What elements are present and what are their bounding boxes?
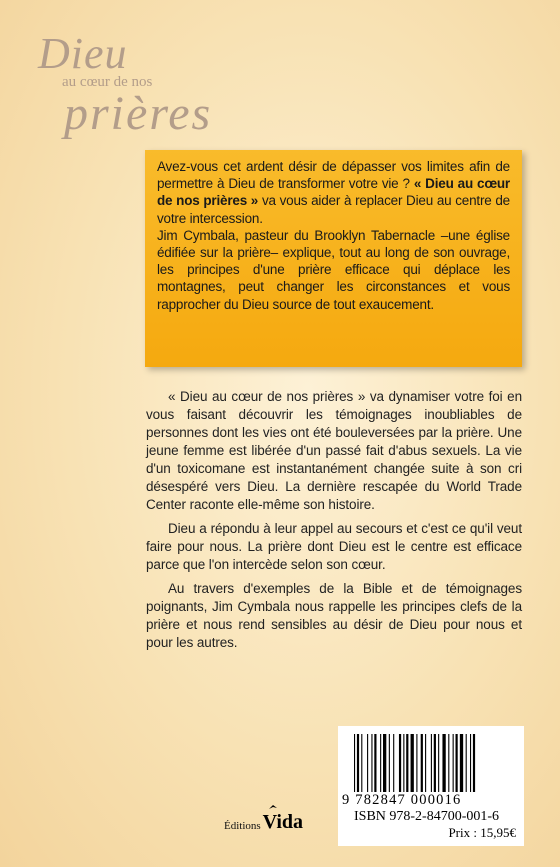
publisher-name: Vida (262, 811, 304, 833)
title-line-2: au cœur de nos (62, 74, 153, 90)
cover-title (20, 28, 220, 148)
back-cover-description (146, 388, 522, 658)
vida-bird-icon (269, 805, 277, 811)
barcode-digits: 9 782847 000016 (342, 792, 462, 808)
title-line-3: prières (64, 87, 213, 140)
body-paragraph-2: Dieu a répondu à leur appel au secours et c'est ce qu'il veut faire pour nous. La prière dont Dieu est le centre est efficace parce que l'on intercède selon son cœur. (146, 521, 522, 572)
intro-start: Avez-vous cet ardent désir de dépasser vos limites afin de permettre à Dieu de transformer votre vie ? (157, 159, 510, 192)
highlight-box (145, 150, 522, 367)
isbn-number: ISBN 978-2-84700-001-6 (354, 809, 500, 824)
publisher-name-wrap (263, 812, 303, 832)
body-paragraph-1: « Dieu au cœur de nos prières » va dynamiser votre foi en vous faisant découvrir les témoignages inoubliables de personnes dont les vies ont été bouleversées par la prière. Une jeune femme est libérée d'un passé fait d'abus sexuels. La vie d'un toxicomane est instantanément changée suite à son cri désespéré vers Dieu. La dernière rescapée du World Trade Center raconte elle-même son histoire. (146, 389, 522, 512)
price-label: Prix : 15,95€ (448, 825, 516, 840)
body-paragraph-3: Au travers d'exemples de la Bible et de témoignages poignants, Jim Cymbala nous rappelle les principes clefs de la prière et nous rend sensibles au désir de Dieu pour nous et pour les autres. (146, 581, 522, 650)
barcode-icon (352, 734, 516, 792)
highlight-intro (157, 158, 510, 227)
title-line-1: Dieu (38, 29, 128, 78)
publisher-prefix: Éditions (224, 820, 261, 832)
publisher-logo (224, 812, 303, 832)
author-text: Jim Cymbala, pasteur du Brooklyn Tabernacle –une église édifiée sur la prière– explique, tout au long de son ouvrage, les principes d'une prière efficace qui déplace les montagnes, peut changer les circonstances et vous rapprocher du Dieu source de tout exaucement. (157, 227, 510, 312)
intro-end: va vous aider à replacer Dieu au centre de votre intercession. (157, 193, 510, 226)
barcode-panel (338, 726, 524, 846)
book-title-bold: « Dieu au cœur de nos prières » (157, 176, 510, 209)
